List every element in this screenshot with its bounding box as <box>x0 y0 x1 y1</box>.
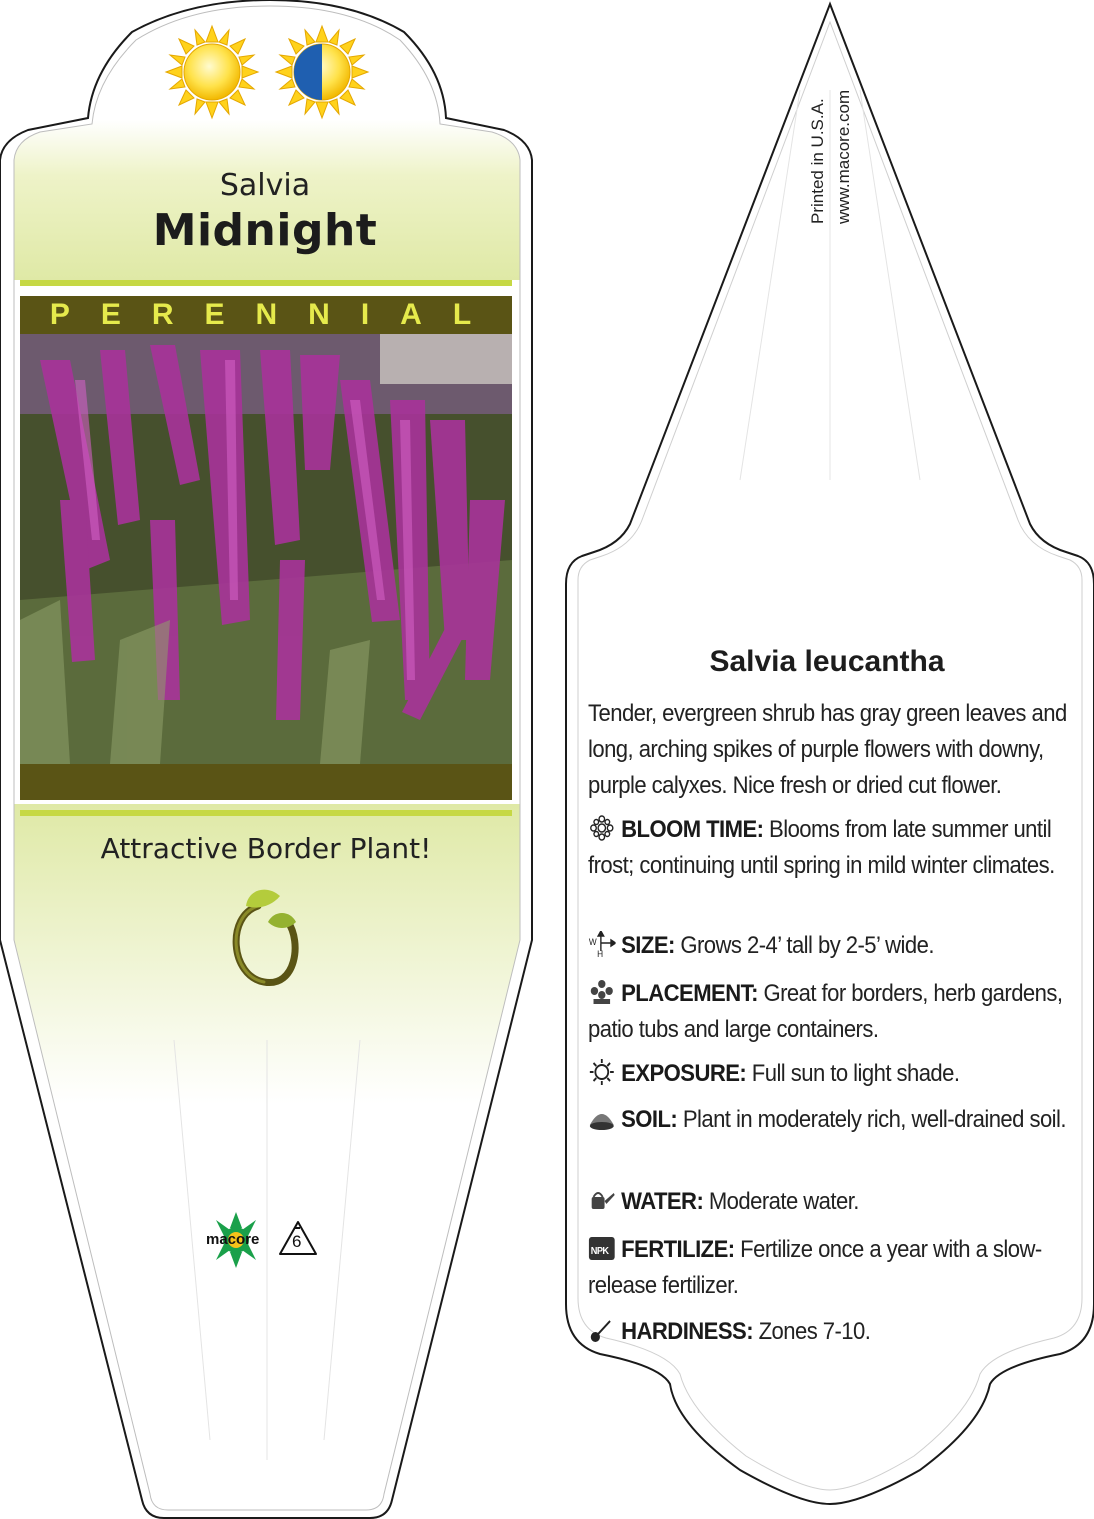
info-hardiness <box>588 1314 1074 1350</box>
hardiness-label: HARDINESS: <box>621 1318 754 1345</box>
soil-pile-icon <box>588 1105 616 1131</box>
bloom-text: Blooms from late summer until frost; continuing until spring in mild winter climates. <box>588 816 1055 879</box>
size-label: SIZE: <box>621 932 675 959</box>
bloom-label: BLOOM TIME: <box>621 816 764 843</box>
fertilize-label: FERTILIZE: <box>621 1236 735 1263</box>
water-text: Moderate water. <box>703 1188 859 1215</box>
flower-photo <box>20 334 512 764</box>
svg-text:H: H <box>597 948 603 957</box>
plant-cluster-icon <box>588 979 616 1005</box>
website-label: www.macore.com <box>834 89 853 224</box>
size-arrows-icon <box>588 931 616 957</box>
soil-label: SOIL: <box>621 1106 678 1133</box>
placement-text: Great for borders, herb gardens, patio tubs and large containers. <box>588 980 1063 1043</box>
info-fertilize <box>588 1232 1074 1304</box>
recycle-code: 6 <box>292 1232 302 1251</box>
watering-can-icon <box>588 1187 616 1213</box>
part-sun-icon <box>276 26 368 118</box>
svg-text:NPK: NPK <box>590 1245 609 1258</box>
hardiness-text: Zones 7-10. <box>753 1318 871 1345</box>
info-placement <box>588 976 1074 1048</box>
genus-name: Salvia <box>219 168 311 203</box>
npk-bag-icon <box>588 1235 616 1261</box>
category-label: PERENNIAL <box>49 298 503 331</box>
full-sun-icon <box>166 26 258 118</box>
info-water <box>588 1184 1074 1220</box>
variety-name: Midnight <box>152 205 378 256</box>
exposure-label: EXPOSURE: <box>621 1060 747 1087</box>
placement-label: PLACEMENT: <box>621 980 758 1007</box>
thermometer-icon <box>588 1317 616 1343</box>
fertilize-text: Fertilize once a year with a slow-release fertilizer. <box>588 1236 1042 1299</box>
sun-outline-icon <box>588 1059 616 1085</box>
soil-text: Plant in moderately rich, well-drained soil. <box>677 1106 1066 1133</box>
info-soil <box>588 1102 1074 1138</box>
svg-text:W: W <box>588 936 597 948</box>
info-size <box>588 928 1074 964</box>
info-bloom-time <box>588 812 1074 884</box>
printed-in-label: Printed in U.S.A. <box>808 98 827 224</box>
scientific-name: Salvia leucantha <box>709 645 945 678</box>
tagline: Attractive Border Plant! <box>100 832 432 865</box>
brand-name: macore <box>206 1231 260 1248</box>
flower-icon <box>588 815 616 841</box>
water-label: WATER: <box>621 1188 704 1215</box>
size-text: Grows 2-4’ tall by 2-5’ wide. <box>674 932 934 959</box>
info-exposure <box>588 1056 1074 1092</box>
plant-description: Tender, evergreen shrub has gray green leaves and long, arching spikes of purple flowers with downy, purple calyxes. Nice fresh or dried cut flower. <box>588 700 1067 799</box>
exposure-text: Full sun to light shade. <box>746 1060 960 1087</box>
